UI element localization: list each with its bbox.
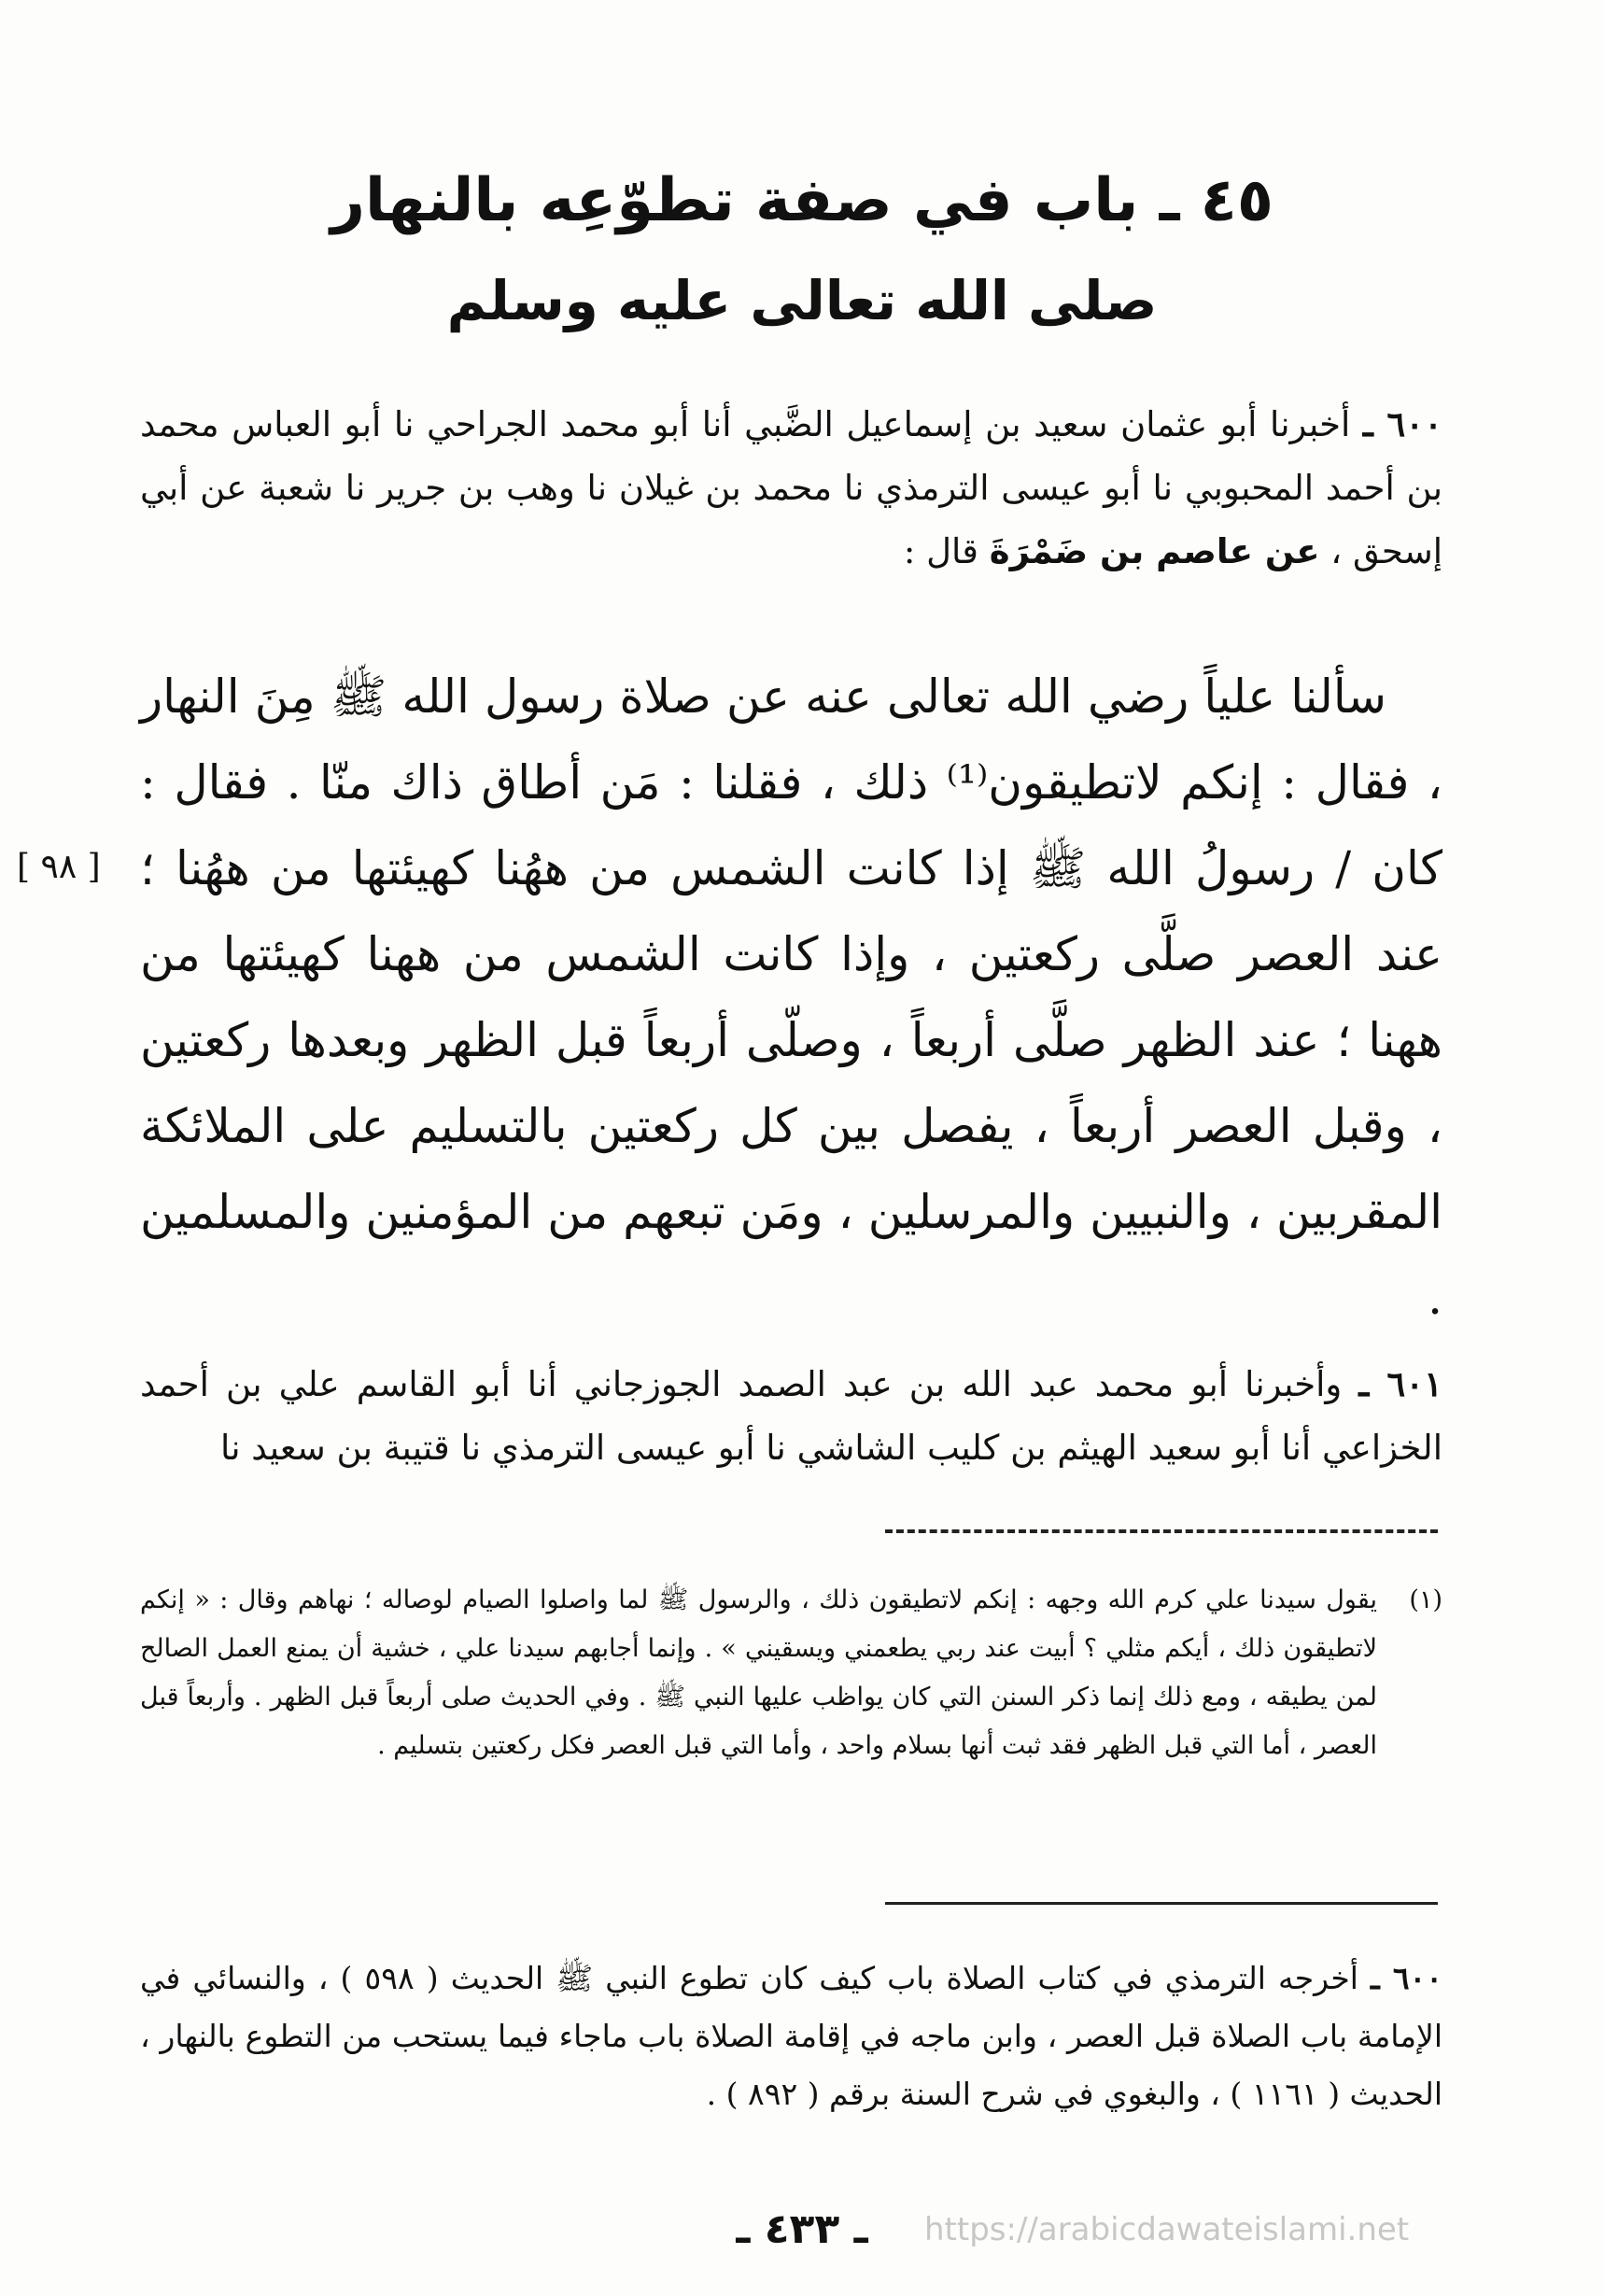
takhrij-text: أخرجه الترمذي في كتاب الصلاة باب كيف كان تطوع النبي ﷺ الحديث ( ٥٩٨ ) ، والنسائي في الإمامة باب الصلاة قبل العصر ، وابن ماجه في إقامة الصلاة باب ماجاء فيما يستحب من التطوع بالنهار ، الحديث ( ١١٦١ ) ، والبغوي في شرح السنة برقم ( ٨٩٢ ) .	[140, 1960, 1442, 2112]
watermark-url: https://arabicdawateislami.net	[924, 2211, 1410, 2248]
hadith-600-matn: سألنا علياً رضي الله تعالى عنه عن صلاة رسول الله ﷺ مِنَ النهار ، فقال : إنكم لاتطيقون⁽¹⁾ ذلك ، فقلنا : مَن أطاق ذاك منّا . فقال : كان / رسولُ الله ﷺ إذا كانت الشمس من ههُنا كهيئتها من ههُنا ؛ عند العصر صلَّى ركعتين ، وإذا كانت الشمس من ههنا كهيئتها من ههنا ؛ عند الظهر صلَّى أربعاً ، وصلّى أربعاً قبل الظهر وبعدها ركعتين ، وقبل العصر أربعاً ، يفصل بين كل ركعتين بالتسليم على الملائكة المقربين ، والنبيين والمرسلين ، ومَن تبعهم من المؤمنين والمسلمين .	[140, 669, 1443, 1325]
chapter-title: ٤٥ ـ باب في صفة تطوّعِه بالنهار	[331, 166, 1273, 235]
page-number: ـ ٤٣٣ ـ	[736, 2205, 868, 2253]
hadith-601-chain: وأخبرنا أبو محمد عبد الله بن عبد الصمد الجوزجاني أنا أبو القاسم علي بن أحمد الخزاعي أنا أبو سعيد الهيثم بن كليب الشاشي نا أبو عيسى الترمذي نا قتيبة بن سعيد نا	[140, 1364, 1442, 1468]
hadith-600-chain: أخبرنا أبو عثمان سعيد بن إسماعيل الضَّبي أنا أبو محمد الجراحي نا أبو العباس محمد بن أحمد المحبوبي نا أبو عيسى الترمذي نا محمد بن غيلان نا وهب بن جرير نا شعبة عن أبي إسحق ،	[140, 404, 1442, 571]
hadith-601-number: ٦٠١ ـ	[1358, 1363, 1442, 1404]
takhrij-note	[140, 1950, 1442, 2123]
takhrij-separator	[885, 1902, 1438, 1905]
takhrij-number: ٦٠٠ ـ	[1371, 1960, 1442, 1996]
hadith-600-narrator: عن عاصم بن ضَمْرَةَ	[989, 531, 1320, 571]
footnote-marker: (١)	[1409, 1585, 1442, 1614]
hadith-600-text	[140, 654, 1442, 1341]
hadith-600-chain-end: قال :	[903, 531, 990, 571]
footnote-text: يقول سيدنا علي كرم الله وجهه : إنكم لاتطيقون ذلك ، والرسول ﷺ لما واصلوا الصيام لوصاله ؛ نهاهم وقال : « إنكم لاتطيقون ذلك ، أيكم مثلي ؟ أبيت عند ربي يطعمني ويسقيني » . وإنما أجابهم سيدنا علي ، خشية أن يمنع العمل الصالح لمن يطيقه ، ومع ذلك إنما ذكر السنن التي كان يواظب عليها النبي ﷺ . وفي الحديث صلى أربعاً قبل الظهر . وأربعاً قبل العصر ، أما التي قبل الظهر فقد ثبت أنها بسلام واحد ، وأما التي قبل العصر فكل ركعتين بتسليم .	[140, 1585, 1377, 1760]
margin-page-reference: [ ٩٨ ]	[17, 848, 101, 886]
footnote-separator	[885, 1529, 1438, 1533]
hadith-600-number: ٦٠٠ ـ	[1362, 403, 1442, 444]
hadith-601-isnad	[140, 1352, 1442, 1480]
chapter-subtitle: صلى الله تعالى عليه وسلم	[446, 269, 1158, 332]
hadith-600-isnad	[140, 392, 1442, 584]
footnote	[140, 1576, 1442, 1770]
